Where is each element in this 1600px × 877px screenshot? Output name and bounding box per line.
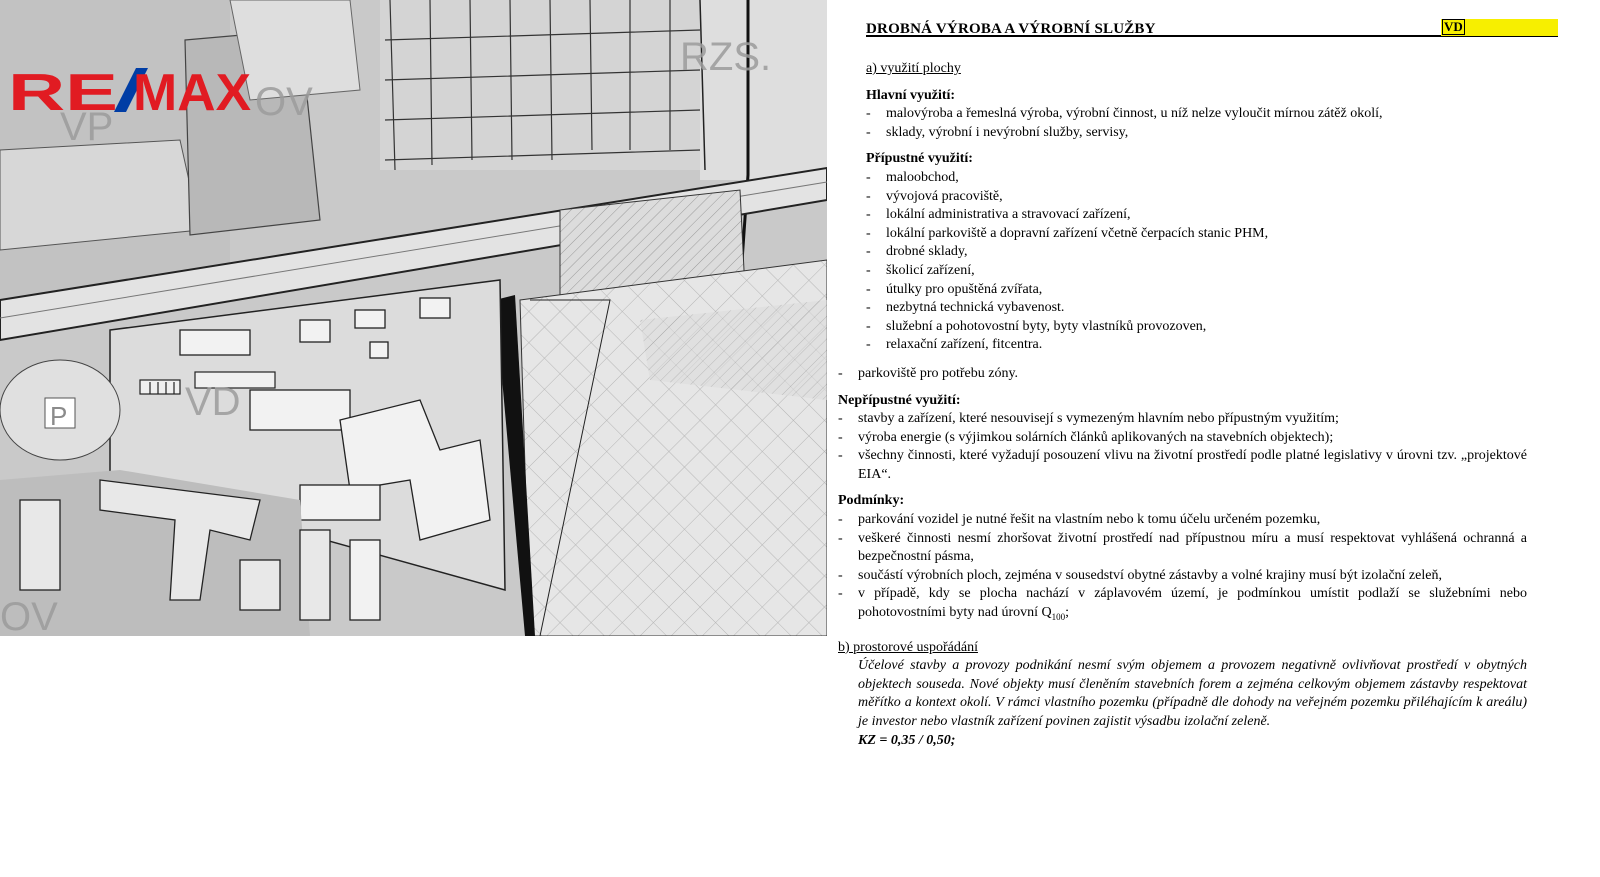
q-subscript: 100 xyxy=(1051,611,1066,622)
list-item: - parkování vozidel je nutné řešit na vlastním nebo k tomu účelu určeném pozemku, xyxy=(838,511,1527,530)
list-item: - maloobchod, xyxy=(838,169,1558,188)
list-item: - lokální administrativa a stravovací zařízení, xyxy=(838,206,1558,225)
list-item: - služební a pohotovostní byty, byty vlastníků provozoven, xyxy=(838,318,1558,337)
condition-end: ; xyxy=(1065,605,1070,621)
list-item: - útulky pro opuštěná zvířata, xyxy=(838,281,1558,300)
zone-label-rzs: RZS. xyxy=(680,35,772,79)
zone-code: VD xyxy=(1444,19,1463,34)
list-item: - drobné sklady, xyxy=(838,243,1558,262)
section-a-heading: a) využití plochy xyxy=(866,61,961,76)
svg-text:MAX: MAX xyxy=(133,64,252,116)
zone-label-vd: VD xyxy=(185,380,241,424)
list-item: - malovýroba a řemeslná výroba, výrobní činnost, u níž nelze vyloučit mírnou zátěž okolí, xyxy=(838,105,1558,124)
list-item: - školicí zařízení, xyxy=(838,262,1558,281)
forbidden-use-list xyxy=(838,410,1558,484)
forbidden-use-heading: Nepřípustné využití: xyxy=(838,392,961,408)
svg-text:RE: RE xyxy=(8,64,118,116)
list-item: - lokální parkoviště a dopravní zařízení včetně čerpacích stanic PHM, xyxy=(838,225,1558,244)
list-item: - relaxační zařízení, fitcentra. xyxy=(838,336,1558,355)
allowed-use-heading: Přípustné využití: xyxy=(866,151,973,167)
list-item: - nezbytná technická vybavenost. xyxy=(838,299,1558,318)
main-use-list xyxy=(838,105,1558,142)
list-item: - veškeré činnosti nesmí zhoršovat životní prostředí nad přípustnou míru a musí respektovat vyhlášená ochranná a bezpečnostní pásma, xyxy=(838,530,1527,567)
condition-text: v případě, kdy se plocha nachází v záplavovém území, je podmínkou umístit podlaží se služebními nebo pohotovostními byty nad úrovní Q xyxy=(858,586,1527,621)
list-item: - výroba energie (s výjimkou solárních článků aplikovaných na stavebních objektech); xyxy=(838,429,1527,448)
section-b-text: Účelové stavby a provozy podnikání nesmí svým objemem a provozem negativně ovlivňovat prostředí v obytných objektech souseda. Nové objekty musí členěním stavebních forem a zejména celkovým objemem zástavby respektovat měřítko a kontext okolí. V rámci vlastního pozemku (případně dle dohody na veřejném pozemku přiléhajícím k areálu) je investor nebo vlastník zařízení povinen zajistit výsadbu izolační zeleně. xyxy=(858,658,1527,729)
title-row xyxy=(866,14,1558,38)
list-item: - stavby a zařízení, které nesouvisejí s vymezeným hlavním nebo přípustným využitím; xyxy=(838,410,1527,429)
section-b-heading: b) prostorové uspořádání xyxy=(838,639,978,655)
list-item: - vývojová pracoviště, xyxy=(838,188,1558,207)
list-item: - sklady, výrobní i nevýrobní služby, servisy, xyxy=(838,124,1558,143)
list-item: - součástí výrobních ploch, zejména v sousedství obytné zástavby a volné krajiny musí být izolační zeleň, xyxy=(838,567,1527,586)
zone-label-ov-bottom: OV xyxy=(0,595,58,636)
conditions-list xyxy=(838,511,1558,623)
parking-item: - parkoviště pro potřebu zóny. xyxy=(838,365,1558,384)
remax-logo xyxy=(8,64,253,121)
kz-coefficient: KZ = 0,35 / 0,50; xyxy=(858,732,956,748)
zone-label-p: P xyxy=(50,401,68,431)
zone-label-vp: VP xyxy=(60,105,114,149)
zone-code-badge xyxy=(1441,19,1558,36)
allowed-use-list xyxy=(838,169,1558,355)
list-item: - všechny činnosti, které vyžadují posouzení vlivu na životní prostředí podle platné legislativy v úrovni tzv. „projektové EIA“. xyxy=(838,447,1527,484)
main-use-heading: Hlavní využití: xyxy=(866,87,956,103)
zone-label-ov-top: OV xyxy=(255,80,313,124)
zoning-regulation-document xyxy=(838,14,1558,750)
doc-title: DROBNÁ VÝROBA A VÝROBNÍ SLUŽBY xyxy=(866,21,1156,37)
list-item xyxy=(838,585,1527,622)
conditions-heading: Podmínky: xyxy=(838,493,905,509)
